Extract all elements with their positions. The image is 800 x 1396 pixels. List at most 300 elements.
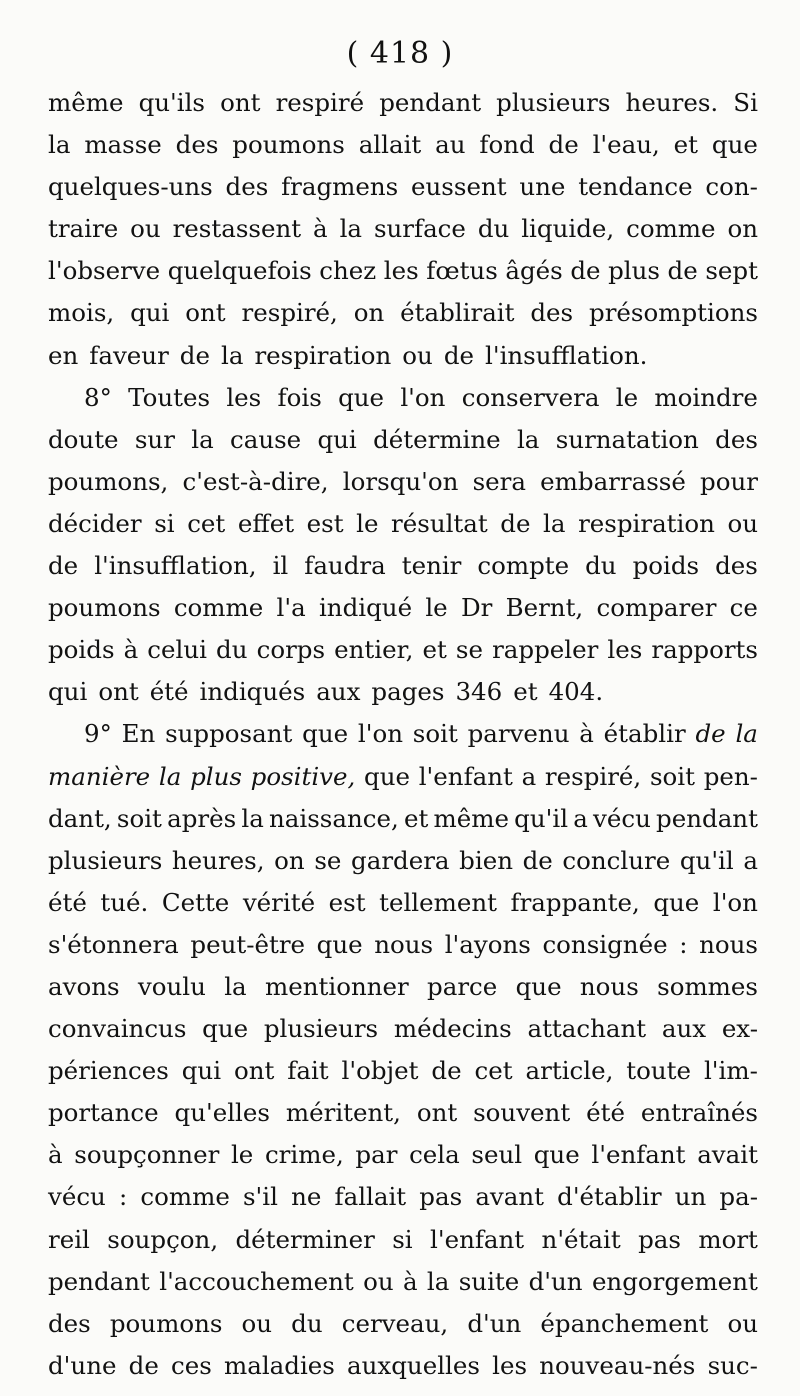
word: de	[570, 256, 601, 286]
word: aux	[316, 677, 361, 707]
word: que	[653, 887, 700, 917]
word: cela	[409, 1140, 460, 1170]
word: l'eau,	[592, 130, 660, 160]
word: même	[433, 803, 509, 833]
text-line	[48, 1176, 758, 1218]
word: doute	[48, 424, 119, 454]
word: lorsqu'on	[342, 466, 459, 496]
word: poumons	[232, 130, 345, 160]
word: que	[711, 130, 758, 160]
word: résultat	[391, 508, 488, 538]
word: Toutes	[128, 382, 211, 412]
word: respiré,	[544, 761, 642, 791]
word: Bernt,	[505, 593, 584, 623]
word: ont	[220, 88, 261, 117]
word: naissance,	[269, 803, 399, 833]
word: auxquelles	[347, 1350, 480, 1380]
word: été	[586, 1098, 625, 1128]
word: poumons	[109, 1308, 223, 1338]
word: :	[118, 1182, 128, 1212]
word: fœtus	[426, 256, 498, 286]
word: soupçonner	[74, 1140, 220, 1170]
word: soit	[649, 761, 695, 791]
word: aux	[661, 1014, 707, 1044]
word: pendant	[379, 88, 482, 117]
word: tenir	[401, 551, 462, 581]
word: qu'elles	[174, 1098, 270, 1128]
word: soit	[412, 719, 458, 749]
word: avons	[48, 971, 120, 1001]
word: la	[158, 761, 182, 791]
word: plusieurs	[496, 88, 611, 117]
word: dant,	[48, 803, 112, 833]
word: attachant	[527, 1014, 647, 1044]
word: gardera	[351, 845, 450, 875]
word: les	[492, 1350, 528, 1380]
word: à	[123, 635, 139, 665]
word: convaincus	[48, 1014, 187, 1044]
word: se	[455, 635, 483, 665]
word: d'une	[48, 1350, 117, 1380]
word: méritent,	[285, 1098, 401, 1128]
word: détermine	[373, 424, 501, 454]
word: du	[585, 551, 617, 581]
text-line	[48, 924, 758, 966]
word: toute	[626, 1056, 692, 1086]
word: que	[316, 929, 363, 959]
text-line	[48, 166, 758, 208]
word: embarrassé	[540, 466, 686, 496]
word: nous	[579, 971, 639, 1001]
word: nous	[699, 929, 758, 959]
word: c'est-à-dire,	[182, 466, 329, 496]
word: rapports	[651, 635, 758, 665]
word: par	[355, 1140, 398, 1170]
word: 404.	[548, 677, 604, 707]
word: indiqués	[199, 677, 306, 707]
word: En	[121, 719, 156, 749]
word: pa-	[719, 1182, 758, 1212]
word: mort	[698, 1224, 758, 1254]
word: respiré	[275, 88, 365, 117]
word: le	[356, 508, 379, 538]
word: la	[516, 424, 540, 454]
word: rappeler	[492, 635, 599, 665]
word: comme	[140, 1182, 230, 1212]
word: mentionner	[265, 971, 409, 1001]
word: l'insufflation,	[94, 551, 257, 581]
word: épanchement	[540, 1308, 709, 1338]
word: pendant	[656, 803, 758, 833]
word: la	[426, 1266, 450, 1296]
word: crime,	[264, 1140, 344, 1170]
word: vécu	[48, 1182, 106, 1212]
word: suite	[458, 1266, 520, 1296]
word: poumons,	[48, 466, 169, 496]
word: n'était	[541, 1224, 621, 1254]
word: eussent	[411, 172, 507, 202]
word: ce	[729, 593, 758, 623]
word: on	[274, 845, 305, 875]
word: bien	[459, 845, 513, 875]
word: qu'il	[514, 803, 569, 833]
word: cet	[474, 1056, 513, 1086]
word: les	[607, 635, 643, 665]
word: cet	[187, 508, 226, 538]
word: du	[291, 1308, 323, 1338]
word: plusieurs	[48, 845, 163, 875]
text-line	[48, 208, 758, 250]
word: l'ayons	[444, 929, 531, 959]
word: Dr	[460, 593, 493, 623]
word: comparer	[596, 593, 717, 623]
word: ou	[241, 1308, 273, 1338]
word: qui	[130, 298, 170, 328]
word: effet	[237, 508, 295, 538]
word: l'enfant	[430, 1224, 525, 1254]
word: soupçon,	[107, 1224, 219, 1254]
word: établirait	[400, 298, 515, 328]
word: a	[743, 845, 758, 875]
word: de	[695, 719, 726, 749]
word: cause	[229, 424, 302, 454]
text-line	[48, 1219, 758, 1261]
word: que	[338, 382, 385, 412]
word: ou	[727, 1308, 758, 1338]
word: le	[230, 1140, 254, 1170]
word: compte	[477, 551, 570, 581]
word: de	[667, 256, 698, 286]
word: à	[402, 1266, 418, 1296]
word: corps	[256, 635, 326, 665]
word: quelquefois	[167, 256, 312, 286]
word: se	[314, 845, 342, 875]
word: seul	[471, 1140, 523, 1170]
word: si	[154, 508, 175, 538]
word: a	[573, 803, 588, 833]
word: et	[403, 803, 429, 833]
word: pas	[638, 1224, 681, 1254]
text-line	[48, 756, 758, 798]
text-line	[48, 882, 758, 924]
word: et	[422, 635, 447, 665]
word: sur	[134, 424, 175, 454]
word: ou	[363, 1266, 394, 1296]
word: consignée	[542, 929, 668, 959]
text-line	[48, 1134, 758, 1176]
word: fond	[479, 130, 535, 160]
word: heures,	[171, 845, 265, 875]
word: poumons	[48, 593, 161, 623]
word: ont	[233, 1056, 275, 1086]
word: avait	[697, 1140, 758, 1170]
word: si	[392, 1224, 413, 1254]
word: ne	[291, 1182, 322, 1212]
word: vécu	[593, 803, 651, 833]
word: moindre	[654, 382, 758, 412]
word: des	[530, 298, 574, 328]
word: ou	[130, 214, 161, 244]
word: engorgement	[591, 1266, 758, 1296]
word: des	[48, 1308, 91, 1338]
word: l'a	[276, 593, 306, 623]
word: les	[383, 256, 419, 286]
word: de	[431, 1056, 462, 1086]
word: fragmens	[281, 172, 399, 202]
word: liquide,	[521, 214, 615, 244]
word: plus	[608, 256, 660, 286]
word: une	[519, 172, 566, 202]
word: à	[579, 719, 594, 749]
word: la	[339, 214, 363, 244]
text-line	[48, 1092, 758, 1134]
word: l'on	[712, 887, 758, 917]
word: des	[715, 424, 758, 454]
word: portance	[48, 1098, 159, 1128]
word: ont	[98, 677, 139, 707]
word: que	[202, 1014, 249, 1044]
word: la	[191, 424, 214, 454]
word: été	[149, 677, 189, 707]
word: pendant	[48, 1266, 150, 1296]
word: même	[48, 88, 124, 117]
text-line	[48, 713, 758, 755]
word: tellement	[379, 887, 497, 917]
word: l'accouchement	[159, 1266, 354, 1296]
word: du	[216, 635, 248, 665]
word: l'observe	[48, 256, 161, 286]
word: de	[48, 551, 79, 581]
word: un	[674, 1182, 707, 1212]
word: nouveau-nés	[539, 1350, 696, 1380]
word: qui	[181, 1056, 222, 1086]
word: médecins	[393, 1014, 512, 1044]
word: que	[302, 719, 349, 749]
word: mois,	[48, 298, 115, 328]
word: soit	[116, 803, 162, 833]
word: les	[226, 382, 262, 412]
word: tué.	[100, 887, 149, 917]
word: le	[425, 593, 448, 623]
word: entier,	[334, 635, 414, 665]
word: après	[167, 803, 237, 833]
word: qui	[48, 677, 88, 707]
word: la	[543, 508, 566, 538]
word: l'im-	[703, 1056, 758, 1086]
word: à	[48, 1140, 63, 1170]
word: 9°	[84, 719, 112, 749]
word: du	[477, 214, 510, 244]
word: et	[513, 677, 538, 707]
word: qu'il	[679, 845, 734, 875]
word: a	[521, 761, 537, 791]
word: l'insufflation.	[485, 340, 648, 370]
word: faudra	[304, 551, 386, 581]
word: sept	[705, 256, 758, 286]
text-line	[48, 1261, 758, 1303]
text-line	[48, 1303, 758, 1345]
word: poids	[632, 551, 700, 581]
word: déterminer	[235, 1224, 375, 1254]
word: parce	[427, 971, 498, 1001]
word: suc-	[707, 1350, 758, 1380]
word: ces	[171, 1350, 212, 1380]
word: heures.	[625, 88, 719, 117]
word: avant	[475, 1182, 544, 1212]
word: la	[241, 803, 264, 833]
word: reil	[48, 1224, 90, 1254]
word: présomptions	[589, 298, 758, 328]
word: qui	[317, 424, 357, 454]
word: masse	[84, 130, 162, 160]
word: vérité	[242, 887, 316, 917]
page-number: ( 418 )	[346, 36, 454, 71]
word: plus	[190, 761, 242, 791]
word: l'enfant	[418, 761, 513, 791]
word: s'étonnera	[48, 929, 179, 959]
text-line	[48, 840, 758, 882]
word: ou	[727, 508, 758, 538]
word: l'on	[357, 719, 403, 749]
word: fallait	[334, 1182, 407, 1212]
word: celui	[147, 635, 207, 665]
word: souvent	[473, 1098, 571, 1128]
word: âgés	[505, 256, 563, 286]
word: d'établir	[557, 1182, 662, 1212]
word: est	[306, 508, 344, 538]
word: peut-être	[190, 929, 306, 959]
word: comme	[173, 593, 264, 623]
word: traire	[48, 214, 119, 244]
word: respiration	[254, 340, 392, 370]
word: décider	[48, 508, 142, 538]
word: ex-	[721, 1014, 758, 1044]
word: la	[735, 719, 758, 749]
word: surnatation	[555, 424, 699, 454]
word: faveur	[89, 340, 169, 370]
word: s'il	[242, 1182, 278, 1212]
word: été	[48, 887, 87, 917]
word: manière	[48, 761, 151, 791]
text-line	[48, 250, 758, 292]
text-line	[48, 798, 758, 840]
word: nous	[374, 929, 434, 959]
word: en	[48, 340, 79, 370]
word: établir	[603, 719, 686, 749]
body-text	[48, 82, 758, 1387]
text-line	[48, 629, 758, 671]
word: respiration	[578, 508, 715, 538]
word: pour	[700, 466, 758, 496]
word: l'objet	[341, 1056, 419, 1086]
text-line	[48, 461, 758, 503]
text-line	[48, 124, 758, 166]
word: de	[548, 130, 579, 160]
word: cerveau,	[341, 1308, 449, 1338]
word: 346	[455, 677, 503, 707]
word: :	[679, 929, 688, 959]
word: on	[353, 298, 385, 328]
word: allait	[358, 130, 422, 160]
word: respiré,	[241, 298, 338, 328]
word: poids	[48, 635, 115, 665]
text-line	[48, 292, 758, 334]
word: conservera	[461, 382, 600, 412]
word: l'on	[400, 382, 446, 412]
word: ont	[185, 298, 226, 328]
word: des	[175, 130, 219, 160]
word: surface	[373, 214, 466, 244]
word: des	[715, 551, 758, 581]
word: maladies	[223, 1350, 335, 1380]
word: supposant	[165, 719, 293, 749]
word: sera	[472, 466, 526, 496]
word: con-	[705, 172, 758, 202]
text-line	[48, 1008, 758, 1050]
word: frappante,	[510, 887, 640, 917]
word: que	[364, 761, 410, 791]
word: le	[615, 382, 639, 412]
word: fois	[277, 382, 322, 412]
word: pages	[371, 677, 445, 707]
word: d'un	[528, 1266, 583, 1296]
word: des	[225, 172, 269, 202]
word: Si	[733, 88, 758, 117]
word: comme	[626, 214, 716, 244]
text-line	[48, 671, 758, 713]
word: indiqué	[318, 593, 413, 623]
word: de	[128, 1350, 159, 1380]
word: de	[522, 845, 553, 875]
text-line	[48, 82, 758, 124]
word: voulu	[137, 971, 206, 1001]
word: conclure	[562, 845, 671, 875]
word: restassent	[172, 214, 302, 244]
word: article,	[525, 1056, 614, 1086]
word: pas	[419, 1182, 463, 1212]
word: la	[224, 971, 247, 1001]
text-line	[48, 587, 758, 629]
word: l'enfant	[591, 1140, 686, 1170]
word: de	[443, 340, 474, 370]
text-line	[48, 503, 758, 545]
word: ont	[416, 1098, 458, 1128]
word: quelques-uns	[48, 172, 213, 202]
word: on	[727, 214, 758, 244]
word: il	[272, 551, 289, 581]
word: parvenu	[467, 719, 570, 749]
word: sommes	[657, 971, 758, 1001]
word: de	[500, 508, 531, 538]
word: la	[48, 130, 71, 160]
text-line	[48, 1050, 758, 1092]
word: chez	[319, 256, 377, 286]
word: que	[533, 1140, 580, 1170]
word: qu'ils	[138, 88, 206, 117]
text-line	[48, 966, 758, 1008]
word: Cette	[161, 887, 230, 917]
word: pen-	[703, 761, 758, 791]
word: ou	[402, 340, 433, 370]
word: tendance	[578, 172, 693, 202]
word: est	[328, 887, 366, 917]
text-line	[48, 377, 758, 419]
word: entraînés	[640, 1098, 758, 1128]
word: plusieurs	[263, 1014, 379, 1044]
text-line	[48, 1345, 758, 1387]
text-line	[48, 545, 758, 587]
word: au	[435, 130, 466, 160]
